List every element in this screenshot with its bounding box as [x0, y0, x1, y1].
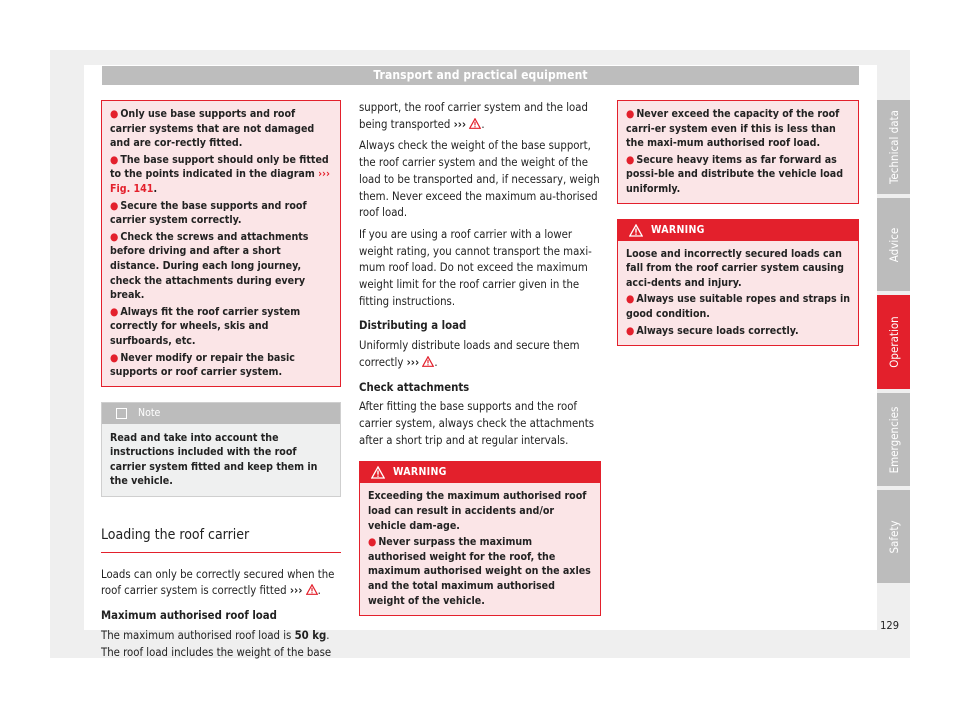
- tab-emergencies[interactable]: Emergencies: [877, 393, 910, 486]
- warning-triangle-icon: [306, 584, 318, 595]
- diagram-link[interactable]: ››› Fig. 141: [110, 168, 330, 195]
- bullet-icon: ●: [110, 230, 119, 243]
- tab-safety[interactable]: Safety: [877, 490, 910, 583]
- warning-bullet: ● Always use suitable ropes and straps in good condition.: [626, 293, 851, 320]
- warning-header: WARNING: [618, 220, 858, 241]
- bullet-icon: ●: [110, 153, 119, 166]
- warning-bullet: ● Never surpass the maximum authorised weight for the roof, the maximum authorised weight on the axles and the total maximum authorised weight of the vehicle.: [368, 536, 591, 607]
- column-right: [617, 100, 859, 346]
- warning-box-roof-load: [359, 461, 601, 616]
- warning-bullet: ● Never modify or repair the basic supports or roof carrier system.: [110, 351, 295, 379]
- max-load-paragraph: The maximum authorised roof load is 50 kg. The roof load includes the weight of the base: [101, 628, 332, 659]
- continued-paragraph: support, the roof carrier system and the load being transported ››› .: [359, 101, 588, 131]
- warning-triangle-icon: [629, 224, 643, 237]
- warning-triangle-icon: [469, 118, 481, 129]
- warning-triangle-icon: [371, 466, 385, 479]
- warning-header: WARNING: [360, 462, 600, 483]
- warning-triangle-icon: [422, 356, 434, 367]
- bullet-icon: ●: [110, 108, 119, 120]
- tab-advice[interactable]: Advice: [877, 198, 910, 291]
- warning-intro: Exceeding the maximum authorised roof load can result in accidents and/or vehicle dam-age.: [368, 490, 587, 532]
- warning-bullet: ● Secure heavy items as far forward as possi-ble and distribute the vehicle load uniformly.: [626, 153, 844, 195]
- warning-ref-arrow[interactable]: ›››: [289, 584, 303, 598]
- warning-bullet: ● The base support should only be fitted to the points indicated in the diagram ››› Fig. 141.: [110, 153, 330, 195]
- bullet-icon: ●: [626, 293, 635, 306]
- lower-rating-paragraph: If you are using a roof carrier with a lower weight rating, you cannot transport the maxi-mum roof load. Do not exceed the maximum weight limit for the roof carrier given in the fitting instructions.: [359, 227, 592, 308]
- distributing-paragraph: Uniformly distribute loads and secure them correctly ››› .: [359, 339, 580, 369]
- warning-bullet: ● Only use base supports and roof carrier systems that are not damaged and are cor-rectly fitted.: [110, 108, 315, 150]
- page-number: 129: [880, 619, 899, 632]
- distributing-heading: Distributing a load: [359, 319, 467, 333]
- warning-intro: Loose and incorrectly secured loads can fall from the roof carrier system causing acci-dents and injury.: [626, 247, 844, 289]
- bullet-icon: ●: [110, 305, 119, 318]
- bullet-icon: ●: [368, 536, 377, 549]
- column-left: [101, 100, 341, 661]
- info-icon: [116, 408, 127, 419]
- page-header: Transport and practical equipment: [102, 66, 859, 85]
- max-load-value: 50 kg: [294, 628, 327, 642]
- warning-bullet: ● Check the screws and attachments before driving and after a short distance. During each long journey, check the attachments during every break.: [110, 230, 309, 302]
- note-header: Note: [102, 403, 340, 424]
- column-middle: [359, 100, 601, 616]
- bullet-icon: ●: [626, 153, 635, 166]
- section-title: Loading the roof carrier: [101, 527, 341, 553]
- warning-bullet: ● Always fit the roof carrier system correctly for wheels, skis and surfboards, etc.: [110, 305, 301, 347]
- warning-box-continued: [101, 100, 341, 387]
- note-box: [101, 402, 341, 497]
- weigh-paragraph: Always check the weight of the base support, the roof carrier system and the weight of the load to be transported and, if necessary, weigh them. Never exceed the maximum au-thorised roof load.: [359, 139, 600, 220]
- warning-ref-arrow[interactable]: ›››: [406, 355, 420, 369]
- bullet-icon: ●: [110, 199, 119, 212]
- bullet-icon: ●: [110, 351, 119, 364]
- bullet-icon: ●: [626, 108, 635, 120]
- warning-bullet: ● Always secure loads correctly.: [626, 324, 799, 337]
- warning-box-loose-loads: [617, 219, 859, 347]
- check-heading: Check attachments: [359, 380, 470, 394]
- warning-bullet: ● Secure the base supports and roof carrier system correctly.: [110, 199, 307, 227]
- max-load-heading: Maximum authorised roof load: [101, 609, 277, 623]
- warning-box-capacity: [617, 100, 859, 204]
- tab-technical-data[interactable]: Technical data: [877, 100, 910, 194]
- intro-paragraph: Loads can only be correctly secured when the roof carrier system is correctly fitted ››› .: [101, 567, 335, 598]
- check-paragraph: After fitting the base supports and the roof carrier system, always check the attachments after a short trip and at regular intervals.: [359, 400, 594, 447]
- bullet-icon: ●: [626, 324, 635, 337]
- warning-bullet: ● Never exceed the capacity of the roof carri-er system even if this is less than the maxi-mum authorised roof load.: [626, 108, 840, 150]
- note-text: Read and take into account the instructions included with the roof carrier system fitted and keep them in the vehicle.: [110, 431, 318, 488]
- tab-operation[interactable]: Operation: [877, 295, 910, 389]
- warning-ref-arrow[interactable]: ›››: [453, 117, 467, 131]
